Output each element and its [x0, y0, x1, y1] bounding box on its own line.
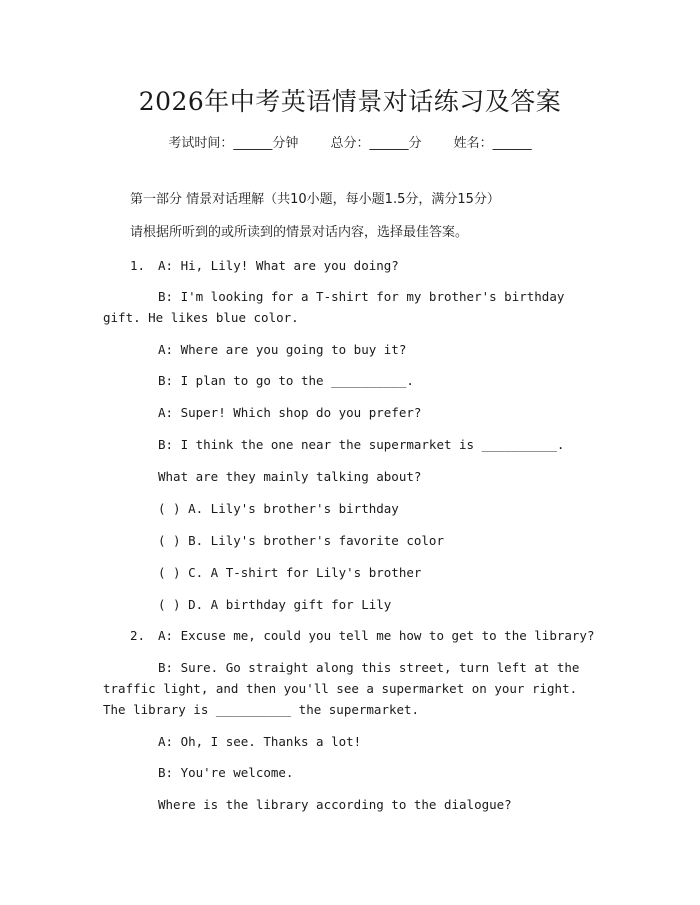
question-text: Where is the library according to the dialogue?	[158, 797, 512, 812]
answer-option: ( ) A. Lily's brother's birthday	[158, 501, 399, 516]
dialogue-line: A: Hi, Lily! What are you doing?	[158, 258, 399, 273]
question-number: 2.	[130, 628, 146, 643]
section-heading: 第一部分 情景对话理解（共10小题，每小题1.5分，满分15分）	[130, 192, 500, 207]
dialogue-line: B: You're welcome.	[158, 765, 294, 780]
answer-option: ( ) C. A T-shirt for Lily's brother	[158, 565, 422, 580]
time-field: 考试时间：______分钟	[168, 136, 299, 151]
dialogue-line: B: I think the one near the supermarket is __________.	[158, 437, 565, 452]
page-title: 2026年中考英语情景对话练习及答案	[138, 87, 562, 116]
dialogue-line: A: Oh, I see. Thanks a lot!	[158, 734, 362, 749]
dialogue-line: B: I'm looking for a T-shirt for my brother's birthday gift. He likes blue color.	[103, 289, 572, 325]
exam-meta	[0, 132, 700, 151]
dialogue-line: B: I plan to go to the __________.	[158, 373, 414, 388]
dialogue-line: A: Super! Which shop do you prefer?	[158, 405, 422, 420]
answer-option: ( ) D. A birthday gift for Lily	[158, 597, 392, 612]
instruction-text: 请根据所听到的或所读到的情景对话内容，选择最佳答案。	[130, 225, 469, 240]
question-number: 1.	[130, 258, 146, 273]
dialogue-line: A: Where are you going to buy it?	[158, 342, 407, 357]
question-text: What are they mainly talking about?	[158, 469, 422, 484]
answer-option: ( ) B. Lily's brother's favorite color	[158, 533, 444, 548]
dialogue-line: B: Sure. Go straight along this street, turn left at the traffic light, and then you'll see a supermarket on your right. The library is __________ the supermarket.	[103, 660, 587, 717]
dialogue-line: A: Excuse me, could you tell me how to get to the library?	[158, 628, 595, 643]
name-field: 姓名：______	[453, 136, 532, 151]
score-field: 总分：______分	[330, 136, 422, 151]
